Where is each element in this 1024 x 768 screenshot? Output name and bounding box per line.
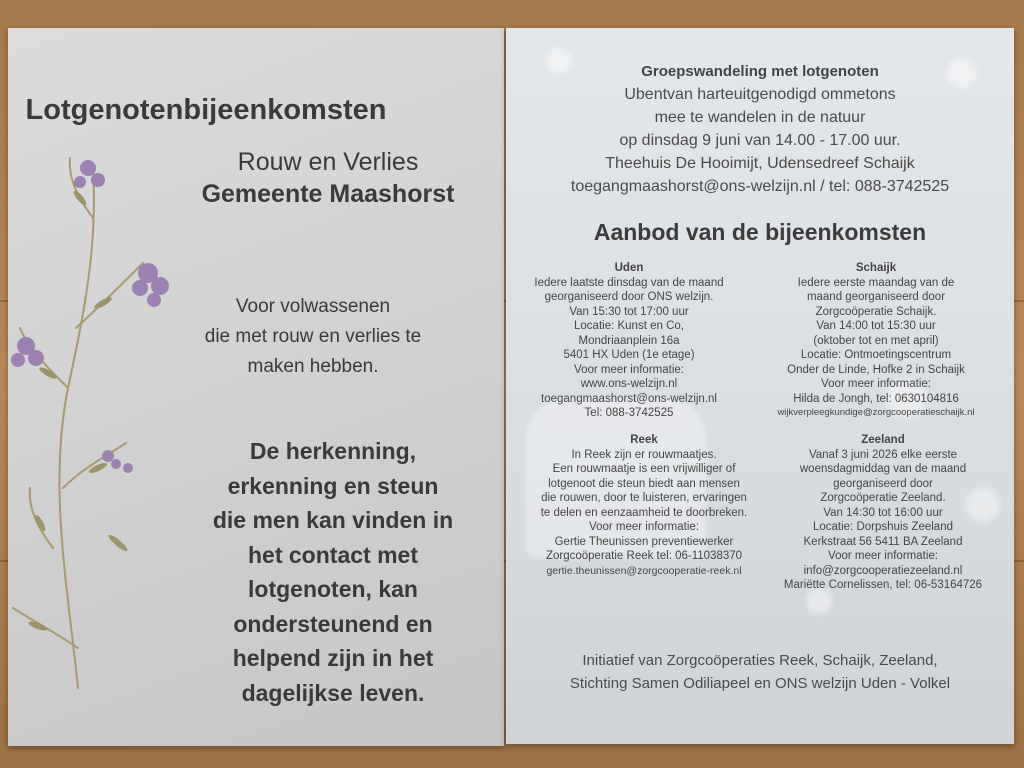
statement-line: erkenning en steun xyxy=(227,472,439,499)
statement-line: lotgenoten, kan xyxy=(248,576,418,602)
initiative-footer xyxy=(506,649,1014,695)
region-line: Mariëtte Cornelissen, tel: 06-53164726 xyxy=(783,579,983,591)
left-flyer-page xyxy=(8,28,504,746)
region-line: Zorgcoöperatie Reek tel: 06-11038370 xyxy=(545,550,743,562)
region-line: Van 14:00 tot 15:30 uur xyxy=(816,320,936,332)
footer-line: Stichting Samen Odiliapeel en ONS welzijn Uden - Volkel xyxy=(569,675,951,692)
region-line: Voor meer informatie: xyxy=(821,378,931,390)
region-line: (oktober tot en met april) xyxy=(813,334,939,347)
region-line: Tel: 088-3742525 xyxy=(584,407,674,419)
region-line: Van 14:30 tot 16:00 uur xyxy=(823,506,943,519)
region-line: Voor meer informatie: xyxy=(574,363,684,376)
region-line: www.ons-welzijn.nl xyxy=(580,378,678,390)
subtitle-line: Gemeente Maashorst xyxy=(201,180,455,208)
region-line: Voor meer informatie: xyxy=(589,521,699,533)
region-line: Kerkstraat 56 5411 BA Zeeland xyxy=(803,535,963,548)
intro-line: Voor volwassenen xyxy=(235,296,391,317)
right-flyer-page xyxy=(506,28,1014,744)
walk-line: toegangmaashorst@ons-welzijn.nl / tel: 088-3742525 xyxy=(570,178,950,195)
region-line: Vanaf 3 juni 2026 elke eerste xyxy=(808,448,958,461)
flyer-subtitle xyxy=(148,146,508,210)
offer-heading: Aanbod van de bijeenkomsten xyxy=(593,219,927,245)
subtitle-line: Rouw en Verlies xyxy=(237,148,419,176)
region-line: info@zorgcooperatiezeeland.nl xyxy=(803,564,963,577)
region-line: Van 15:30 tot 17:00 uur xyxy=(569,305,689,318)
walk-line: Theehuis De Hooimijt, Udensedreef Schaijk xyxy=(605,155,915,172)
region-line: gertie.theunissen@zorgcooperatie-reek.nl xyxy=(546,564,742,577)
region-line: Locatie: Dorpshuis Zeeland xyxy=(813,521,953,533)
intro-line: maken hebben. xyxy=(247,356,379,377)
region-line: georganiseerd door xyxy=(833,477,933,490)
region-line: die rouwen, door te luisteren, ervaringen xyxy=(541,492,747,504)
walk-line: Ubentvan harteuitgenodigd ommetons xyxy=(624,86,896,103)
walk-line: op dinsdag 9 juni van 14.00 - 17.00 uur. xyxy=(619,132,901,149)
region-line: Zorgcoöperatie Zeeland. xyxy=(820,492,946,504)
flyer-title: Lotgenotenbijeenkomsten xyxy=(25,94,387,126)
region-line: Zorgcoöperatie Schaijk. xyxy=(815,305,937,318)
intro-line: die met rouw en verlies te xyxy=(204,326,422,347)
region-block-uden xyxy=(524,261,734,421)
region-line: te delen en eenzaamheid te doorbreken. xyxy=(540,506,748,519)
region-line: woensdagmiddag van de maand xyxy=(799,463,967,475)
region-line: Locatie: Ontmoetingscentrum xyxy=(800,349,952,361)
region-line: Iedere laatste dinsdag van de maand xyxy=(534,276,724,289)
target-audience-text xyxy=(158,292,468,382)
region-name: Zeeland xyxy=(861,434,905,446)
region-line: Mondriaanplein 16a xyxy=(578,334,680,347)
statement-line: De herkenning, xyxy=(249,438,417,464)
region-line: wijkverpleegkundige@zorgcooperatieschaijk.nl xyxy=(777,407,975,418)
region-line: Locatie: Kunst en Co, xyxy=(574,320,684,332)
statement-line: helpend zijn in het xyxy=(232,645,434,671)
region-line: lotgenoot die steun biedt aan mensen xyxy=(548,477,740,490)
group-walk-details xyxy=(506,83,1014,198)
region-line: 5401 HX Uden (1e etage) xyxy=(563,349,695,361)
region-name: Uden xyxy=(614,262,644,274)
region-name: Schaijk xyxy=(855,262,897,274)
recognition-statement xyxy=(178,434,488,710)
region-line: georganiseerd door ONS welzijn. xyxy=(544,291,714,303)
walk-line: mee te wandelen in de natuur xyxy=(654,109,866,126)
group-walk-title: Groepswandeling met lotgenoten xyxy=(641,63,879,80)
region-line: maand georganiseerd door xyxy=(806,291,946,303)
footer-line: Initiatief van Zorgcoöperaties Reek, Schaijk, Zeeland, xyxy=(582,652,938,669)
statement-line: ondersteunend en xyxy=(233,610,433,637)
region-line: Onder de Linde, Hofke 2 in Schaijk xyxy=(787,363,965,376)
statement-line: het contact met xyxy=(248,541,418,568)
statement-line: die men kan vinden in xyxy=(212,507,454,533)
region-block-reek xyxy=(524,433,764,578)
statement-line: dagelijkse leven. xyxy=(241,679,425,706)
region-block-zeeland xyxy=(768,433,998,593)
region-line: Voor meer informatie: xyxy=(828,550,938,562)
region-line: In Reek zijn er rouwmaatjes. xyxy=(571,448,717,461)
region-line: Hilda de Jongh, tel: 0630104816 xyxy=(793,392,959,405)
region-line: toegangmaashorst@ons-welzijn.nl xyxy=(541,392,717,405)
region-name: Reek xyxy=(630,434,658,446)
region-block-schaijk xyxy=(751,261,1001,421)
region-line: Een rouwmaatje is een vrijwilliger of xyxy=(552,463,736,475)
region-line: Iedere eerste maandag van de xyxy=(797,276,955,289)
region-line: Gertie Theunissen preventiewerker xyxy=(554,535,734,548)
